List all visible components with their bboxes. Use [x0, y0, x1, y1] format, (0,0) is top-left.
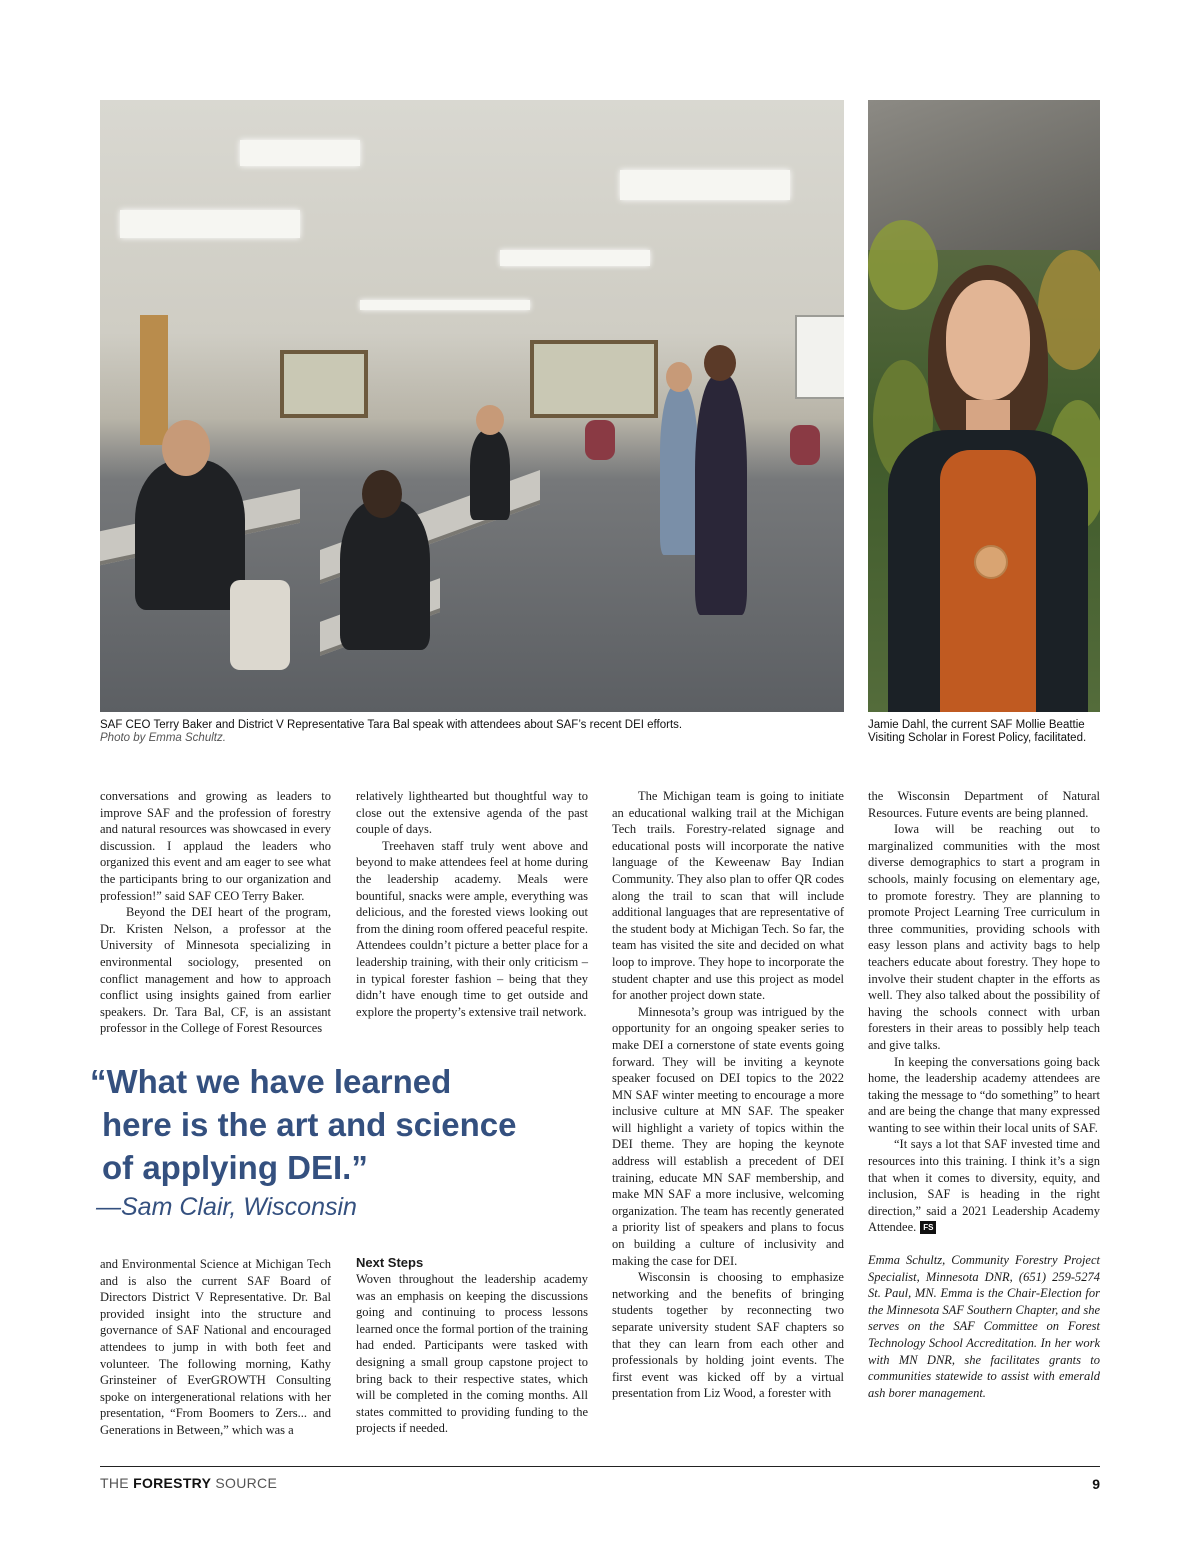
classroom-photo — [100, 100, 844, 712]
column-2-bottom — [356, 1255, 588, 1437]
attendee-head — [362, 470, 402, 518]
paragraph: and Environmental Science at Michigan Tech and is also the current SAF Board of Directors District V Representative. Dr. Bal provided insight into the structure and governance of SAF National and encouraged attendees to jump in with both feet and volunteer. The following morning, Kathy Grinsteiner of EverGROWTH Consulting spoke on intergenerational relations with her presentation, “From Boomers to Zers... and Generations in Between,” which was a — [100, 1257, 331, 1437]
foliage — [868, 220, 938, 310]
speaker — [660, 385, 698, 555]
column-1-bottom — [100, 1256, 331, 1439]
attendee-head — [476, 405, 504, 435]
paragraph: relatively lighthearted but thoughtful way to close out the extensive agenda of the past couple of days. — [356, 789, 588, 837]
paragraph: Iowa will be reaching out to marginalized communities with the most diverse demographics to start a program in schools, mainly focusing on elementary age, to promote forestry. They are planning to promote Project Learning Tree curriculum in three communities, providing schools with easy lesson plans and activity bags to help teachers educate about forestry. They hope to involve their student chapter in the efforts as well. They also talked about the possibility of having the schools connect with urban foresters in their areas to possibly help teach and give talks. — [868, 822, 1100, 1052]
pendant — [974, 545, 1008, 579]
paragraph: the Wisconsin Department of Natural Resources. Future events are being planned. — [868, 789, 1100, 820]
speaker-head — [666, 362, 692, 392]
window — [530, 340, 658, 418]
paragraph — [868, 1136, 1100, 1236]
caption-text: SAF CEO Terry Baker and District V Representative Tara Bal speak with attendees about SAF’s recent DEI efforts. — [100, 719, 683, 731]
end-mark-badge: FS — [920, 1221, 936, 1234]
chair — [790, 425, 820, 465]
brand-bold: FORESTRY — [133, 1475, 212, 1491]
attendee — [340, 500, 430, 650]
page-number: 9 — [1092, 1476, 1100, 1492]
section-heading: Next Steps — [356, 1255, 424, 1270]
publication-name — [100, 1475, 277, 1491]
ceiling-light — [240, 140, 360, 166]
caption-text: Jamie Dahl, the current SAF Mollie Beattie Visiting Scholar in Forest Policy, facilitated. — [868, 719, 1087, 744]
speaker — [695, 375, 747, 615]
portrait-photo — [868, 100, 1100, 712]
window — [280, 350, 368, 418]
paragraph-text: “It says a lot that SAF invested time and resources into this training. I think it’s a sign that when it comes to diversity, equity, and inclusion, SAF is heading in the right direction,” said a 2021 Leadership Academy Attendee. — [868, 1137, 1100, 1235]
brand-prefix: THE — [100, 1475, 134, 1491]
attendee — [135, 460, 245, 610]
brand-suffix: SOURCE — [211, 1475, 278, 1491]
attendee-head — [162, 420, 210, 476]
paragraph: Minnesota’s group was intrigued by the opportunity for an ongoing speaker series to make DEI a cornerstone of state events going forward. They will be inviting a keynote speaker focused on DEI topics to the 2022 MN SAF winter meeting to encourage a more inclusive culture at MN SAF. The speaker will highlight a variety of topics within the DEI theme. They are hoping the keynote address will establish a precedent of DEI training, educate MN SAF membership, and make MN SAF a more inclusive, welcoming organization. The team has recently generated a priority list of speakers and plans to focus on building a culture of inclusivity and making the case for DEI. — [612, 1004, 844, 1268]
ceiling-light — [500, 250, 650, 266]
ceiling-light — [120, 210, 300, 238]
speaker-head — [704, 345, 736, 381]
author-bio: Emma Schultz, Community Forestry Project Specialist, Minnesota DNR, (651) 259-5274 St. Paul, MN. Emma is the Chair-Election for the Minnesota SAF Southern Chapter, and she serves on the SAF Committee on Forest Technology School Accreditation. In her work with MN DNR, she facilitates grants to communities statewide to assist with emerald ash borer management. — [868, 1253, 1100, 1400]
photo-credit: Photo by Emma Schultz. — [100, 732, 226, 744]
paragraph: Treehaven staff truly went above and beyond to make attendees feel at home during the leadership academy. Meals were bountiful, snacks were ample, everything was delicious, and the forested views looking out from the dining room offered peaceful respite. Attendees couldn’t picture a better place for a leadership training, with their only criticism – in typical forester fashion – being that they didn’t have enough time to get outside and explore the property’s extensive trail network. — [356, 838, 588, 1019]
pull-quote-line: “What we have learned — [90, 1063, 452, 1100]
pull-quote — [90, 1060, 590, 1189]
column-3 — [612, 788, 844, 1402]
attendee — [470, 430, 510, 520]
column-4 — [868, 788, 1100, 1401]
footer-rule — [100, 1466, 1100, 1467]
paragraph: Wisconsin is choosing to emphasize networking and the benefits of bringing students together by reconnecting two separate university student SAF chapters so that they can learn from each other and professionals by holding joint events. The first event was kicked off by a virtual presentation from Liz Wood, a forester with — [612, 1270, 844, 1401]
paragraph: Woven throughout the leadership academy was an emphasis on keeping the discussions going and continuing to process lessons learned once the formal portion of the training had ended. Participants were tasked with designing a small group capstone project to bring back to their respective states, which will be completed in the coming months. All states committed to providing funding to the projects if needed. — [356, 1272, 588, 1436]
face — [946, 280, 1030, 400]
pull-quote-line: of applying DEI.” — [102, 1149, 368, 1186]
pull-quote-line: here is the art and science — [102, 1106, 517, 1143]
paragraph: The Michigan team is going to initiate an educational walking trail at the Michigan Tech trails. Forestry-related signage and educational posts will incorporate the native language of the Keweenaw Bay Indian Community. They also plan to offer QR codes along the trail to scan that will include additional languages that are representative of the student body at Michigan Tech. So far, the team has visited the site and decided on what loop to improve. They hope to incorporate the student chapter and use this project as model for another project down state. — [612, 789, 844, 1003]
paragraph: conversations and growing as leaders to improve SAF and the profession of forestry and natural resources was showcased in every discussion. I applaud the leaders who organized this event and am eager to see what the participants bring to our organization and profession!” said SAF CEO Terry Baker. — [100, 789, 331, 903]
ceiling-light — [360, 300, 530, 310]
portrait-caption — [868, 719, 1100, 745]
whiteboard — [795, 315, 844, 399]
main-photo-caption — [100, 719, 844, 745]
curtain — [140, 315, 168, 445]
paragraph: Beyond the DEI heart of the program, Dr. Kristen Nelson, a professor at the University of Minnesota specializing in environmental sociology, presented on conflict management and how to approach conflict using insights gained from earlier speakers. Dr. Tara Bal, CF, is an assistant professor in the College of Forest Resources — [100, 905, 331, 1036]
column-2-top — [356, 788, 588, 1020]
column-1-top — [100, 788, 331, 1037]
chair — [230, 580, 290, 670]
chair — [585, 420, 615, 460]
pull-quote-attribution: —Sam Clair, Wisconsin — [96, 1193, 357, 1221]
ceiling-light — [620, 170, 790, 200]
shirt — [940, 450, 1036, 712]
paragraph: In keeping the conversations going back home, the leadership academy attendees are taking the message to “do something” to heart and are being the change that many expressed wanting to see within their local units of SAF. — [868, 1054, 1100, 1135]
